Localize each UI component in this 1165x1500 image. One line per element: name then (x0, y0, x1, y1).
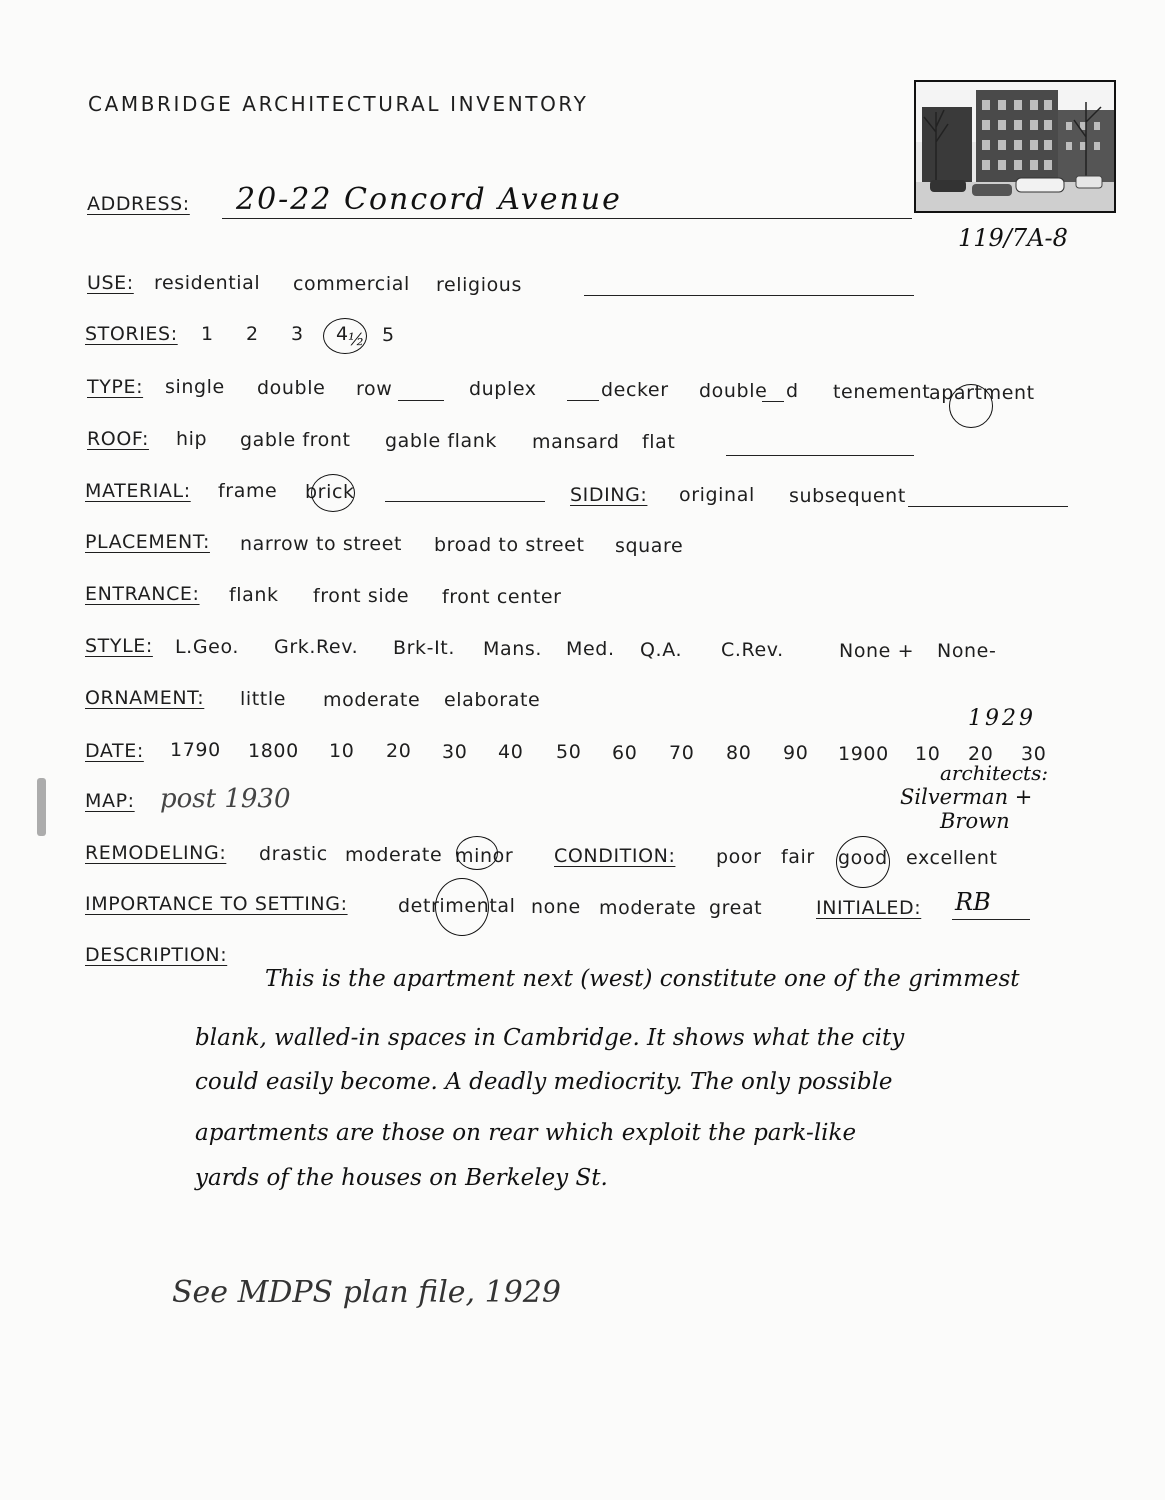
type-option-double: double (257, 377, 326, 399)
date-option-1930: 30 (1021, 743, 1047, 765)
condition-label: CONDITION: (554, 845, 676, 867)
stories-option-2: 2 (246, 323, 259, 345)
address-value: 20-22 Concord Avenue (236, 182, 622, 217)
roof-option-flat: flat (642, 431, 676, 453)
style-option-crev: C.Rev. (721, 639, 784, 661)
stories-half-mark: ½ (348, 330, 365, 350)
placement-option-broad: broad to street (434, 534, 585, 556)
initialed-line (952, 919, 1030, 920)
style-option-qa: Q.A. (640, 639, 683, 661)
style-option-mans: Mans. (483, 638, 543, 660)
condition-option-fair: fair (781, 846, 815, 868)
style-option-lgeo: L.Geo. (175, 636, 239, 658)
date-option-1920: 20 (968, 743, 994, 765)
type-option-apartment: apartment (929, 382, 1035, 404)
type-option-row: row (356, 378, 393, 400)
placement-option-square: square (615, 535, 684, 557)
building-photo-icon (914, 80, 1116, 213)
type-option-d: d (786, 380, 799, 402)
type-double-line (762, 401, 784, 402)
material-label: MATERIAL: (85, 480, 191, 502)
use-option-residential: residential (154, 272, 261, 294)
use-option-commercial: commercial (293, 273, 410, 295)
date-option-1900: 1900 (838, 743, 889, 765)
ornament-option-moderate: moderate (323, 689, 421, 711)
type-option-double-decker: double (699, 380, 768, 402)
condition-selected-circle (836, 836, 890, 888)
importance-option-moderate: moderate (599, 897, 697, 919)
roof-label: ROOF: (87, 428, 149, 450)
map-value: post 1930 (160, 784, 291, 814)
style-label: STYLE: (85, 635, 153, 657)
date-option-90: 90 (783, 742, 809, 764)
address-line (222, 218, 912, 219)
importance-option-great: great (709, 897, 763, 919)
date-option-70: 70 (669, 742, 695, 764)
description-label: DESCRIPTION: (85, 944, 228, 966)
stories-option-4: 4 (336, 323, 349, 345)
type-decker-line (567, 400, 599, 401)
roof-option-gable-front: gable front (240, 429, 351, 451)
roof-option-gable-flank: gable flank (385, 430, 498, 452)
remodeling-selected-circle (456, 836, 498, 870)
style-option-none-plus: None + (839, 640, 915, 662)
plan-file-note: See MDPS plan file, 1929 (172, 1275, 561, 1310)
remodeling-option-drastic: drastic (259, 843, 328, 865)
type-label: TYPE: (87, 376, 144, 398)
architects-name-1: Silverman + (900, 785, 1033, 809)
description-line-5: yards of the houses on Berkeley St. (195, 1165, 608, 1191)
date-option-10: 10 (329, 740, 355, 762)
map-label: MAP: (85, 790, 135, 812)
remodeling-option-moderate: moderate (345, 844, 443, 866)
parcel-number: 119/7A-8 (958, 224, 1068, 252)
entrance-option-flank: flank (229, 584, 279, 606)
placement-option-narrow: narrow to street (240, 533, 403, 555)
material-option-brick: brick (305, 481, 355, 503)
style-option-med: Med. (566, 638, 615, 660)
remodeling-option-minor: minor (455, 845, 514, 867)
date-label: DATE: (85, 740, 144, 762)
description-line-2: blank, walled-in spaces in Cambridge. It shows what the city (195, 1025, 905, 1051)
date-option-1910: 10 (915, 743, 941, 765)
importance-label: IMPORTANCE TO SETTING: (85, 893, 348, 915)
siding-option-original: original (679, 484, 755, 506)
condition-option-poor: poor (716, 846, 762, 868)
entrance-option-front-center: front center (442, 586, 562, 608)
initialed-label: INITIALED: (816, 897, 922, 919)
roof-option-hip: hip (176, 428, 208, 450)
placement-label: PLACEMENT: (85, 531, 210, 553)
condition-option-good: good (838, 847, 888, 869)
siding-label: SIDING: (570, 484, 648, 506)
style-option-grkrev: Grk.Rev. (274, 636, 359, 658)
roof-other-line (726, 455, 914, 456)
type-option-tenement: tenement (833, 381, 931, 403)
form-title: CAMBRIDGE ARCHITECTURAL INVENTORY (88, 92, 589, 116)
date-option-1800: 1800 (248, 740, 299, 762)
architects-name-2: Brown (940, 809, 1010, 833)
entrance-option-front-side: front side (313, 585, 410, 607)
use-other-line (584, 295, 914, 296)
date-option-1790: 1790 (170, 739, 221, 761)
date-handwritten-year: 1929 (968, 706, 1036, 731)
material-other-line (385, 501, 545, 502)
ornament-option-elaborate: elaborate (444, 689, 541, 711)
stories-option-1: 1 (201, 323, 214, 345)
scan-mark (37, 778, 46, 836)
material-option-frame: frame (218, 480, 278, 502)
roof-option-mansard: mansard (532, 431, 620, 453)
description-line-3: could easily become. A deadly mediocrity. The only possible (195, 1069, 893, 1095)
material-selected-circle (311, 474, 355, 512)
importance-option-detrimental: detrimental (398, 895, 516, 917)
date-option-50: 50 (556, 741, 582, 763)
ornament-label: ORNAMENT: (85, 687, 205, 709)
condition-option-excellent: excellent (906, 847, 998, 869)
date-option-80: 80 (726, 742, 752, 764)
address-label: ADDRESS: (87, 193, 190, 215)
type-selected-circle (949, 384, 993, 428)
description-line-4: apartments are those on rear which exploit the park-like (195, 1120, 857, 1146)
importance-option-none: none (531, 896, 581, 918)
date-option-40: 40 (498, 741, 524, 763)
architects-heading: architects: (940, 761, 1049, 785)
type-option-duplex: duplex (469, 378, 537, 400)
stories-option-5: 5 (382, 324, 395, 346)
use-label: USE: (87, 272, 134, 294)
use-option-religious: religious (436, 274, 522, 296)
date-option-20: 20 (386, 740, 412, 762)
entrance-label: ENTRANCE: (85, 583, 200, 605)
date-option-60: 60 (612, 742, 638, 764)
siding-other-line (908, 506, 1068, 507)
remodeling-label: REMODELING: (85, 842, 227, 864)
stories-label: STORIES: (85, 323, 178, 345)
ornament-option-little: little (240, 688, 287, 710)
siding-option-subsequent: subsequent (789, 485, 906, 507)
type-option-decker: decker (601, 379, 669, 401)
date-option-30: 30 (442, 741, 468, 763)
style-option-brkit: Brk-It. (393, 637, 455, 659)
description-line-1: This is the apartment next (west) constitute one of the grimmest (265, 966, 1020, 992)
type-row-line (398, 400, 444, 401)
stories-selected-circle (323, 318, 367, 354)
stories-option-3: 3 (291, 323, 304, 345)
initialed-value: RB (955, 888, 991, 916)
importance-selected-circle (435, 878, 489, 936)
style-option-none-minus: None- (937, 640, 997, 662)
type-option-single: single (165, 376, 225, 398)
